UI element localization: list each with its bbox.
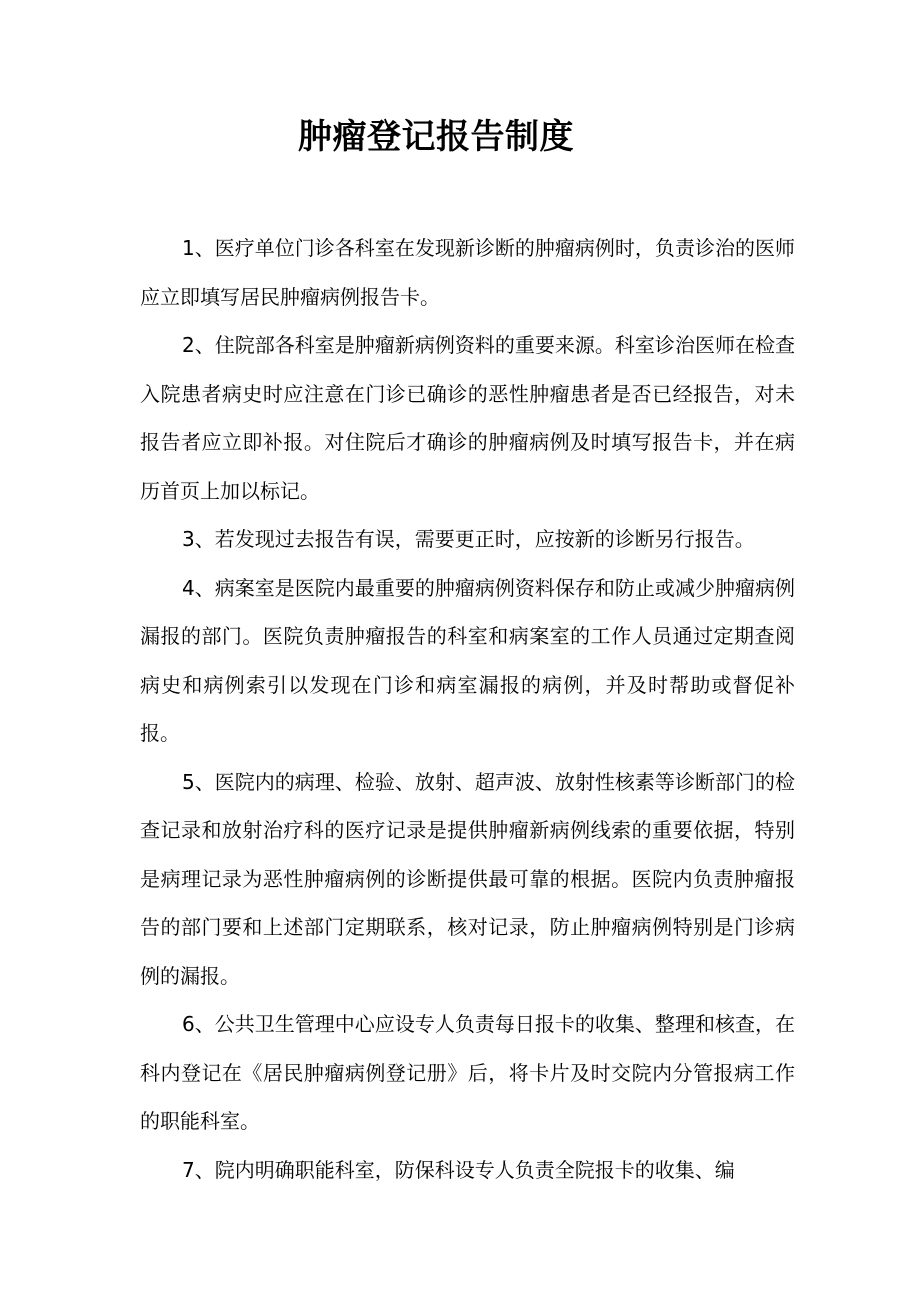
document-title: 肿瘤登记报告制度 <box>298 117 574 157</box>
paragraph-2: 2、住院部各科室是肿瘤新病例资料的重要来源。科室诊治医师在检查入院患者病史时应注意在门诊已确诊的恶性肿瘤患者是否已经报告，对未报告者应立即补报。对住院后才确诊的肿瘤病例及时填写报告卡，并在病历首页上加以标记。 <box>140 333 795 503</box>
paragraph-1: 1、医疗单位门诊各科室在发现新诊断的肿瘤病例时，负责诊治的医师应立即填写居民肿瘤病例报告卡。 <box>140 236 795 309</box>
paragraph-3: 3、若发现过去报告有误，需要更正时，应按新的诊断另行报告。 <box>182 527 755 551</box>
paragraph-6: 6、公共卫生管理中心应设专人负责每日报卡的收集、整理和核查，在科内登记在《居民肿瘤病例登记册》后，将卡片及时交院内分管报病工作的职能科室。 <box>140 1012 795 1133</box>
paragraph-4: 4、病案室是医院内最重要的肿瘤病例资料保存和防止或减少肿瘤病例漏报的部门。医院负责肿瘤报告的科室和病案室的工作人员通过定期查阅病史和病例索引以发现在门诊和病室漏报的病例，并及时帮助或督促补报。 <box>140 575 795 745</box>
document-body <box>140 224 795 1194</box>
paragraph-5: 5、医院内的病理、检验、放射、超声波、放射性核素等诊断部门的检查记录和放射治疗科的医疗记录是提供肿瘤新病例线索的重要依据，特别是病理记录为恶性肿瘤病例的诊断提供最可靠的根据。医院内负责肿瘤报告的部门要和上述部门定期联系，核对记录，防止肿瘤病例特别是门诊病例的漏报。 <box>140 769 795 988</box>
paragraph-7: 7、院内明确职能科室，防保科设专人负责全院报卡的收集、编 <box>182 1157 735 1182</box>
